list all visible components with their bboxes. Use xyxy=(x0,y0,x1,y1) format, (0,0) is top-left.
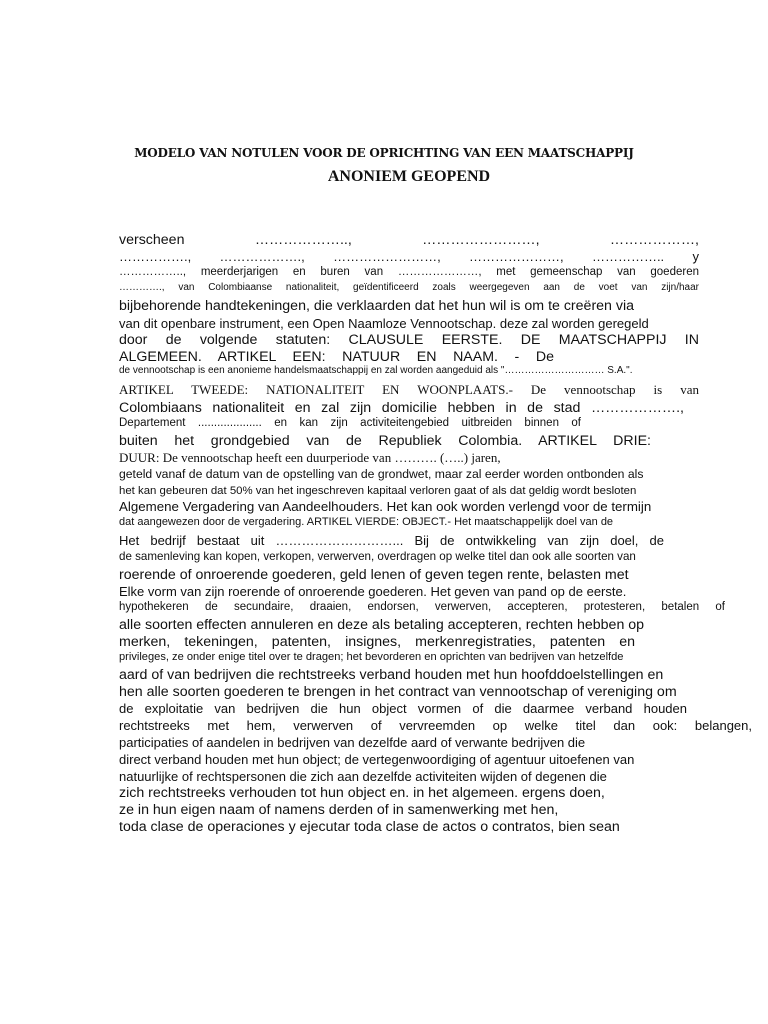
body-line: de exploitatie van bedrijven die hun object vormen of die daarmee verband houden xyxy=(119,701,687,716)
body-line: participaties of aandelen in bedrijven van dezelfde aard of verwante bedrijven die xyxy=(119,735,586,750)
body-line: geteld vanaf de datum van de opstelling van de grondwet, maar zal eerder worden ontbonden als xyxy=(119,467,644,481)
body-line: DUUR: De vennootschap heeft een duurperiode van ………. (…..) jaren, xyxy=(119,450,501,465)
body-line: privileges, ze onder enige titel over te dragen; het bevorderen en oprichten van bedrijven van hetzelfde xyxy=(119,651,624,663)
body-line: rechtstreeks met hem, verwerven of vervreemden op welke titel dan ook: belangen, xyxy=(119,718,752,733)
body-line: ze in hun eigen naam of namens derden of in samenwerking met hen, xyxy=(119,802,559,818)
body-line: dat aangewezen door de vergadering. ARTIKEL VIERDE: OBJECT.- Het maatschappelijk doel van de xyxy=(119,516,614,528)
body-line: toda clase de operaciones y ejecutar toda clase de actos o contratos, bien sean xyxy=(119,819,620,835)
body-line: ……………., ………………., ……………………, …………………, …………….. y xyxy=(119,249,699,264)
body-line: ARTIKEL TWEEDE: NATIONALITEIT EN WOONPLAATS.- De vennootschap is van xyxy=(119,382,699,397)
body-line: door de volgende statuten: CLAUSULE EERSTE. DE MAATSCHAPPIJ IN xyxy=(119,332,699,348)
document-title: MODELO VAN NOTULEN VOOR DE OPRICHTING VAN EEN MAATSCHAPPIJ xyxy=(134,146,634,160)
body-line: buiten het grondgebied van de Republiek Colombia. ARTIKEL DRIE: xyxy=(119,433,651,449)
body-line: zich rechtstreeks verhouden tot hun object en. in het algemeen. ergens doen, xyxy=(119,785,605,801)
body-line: hypothekeren de secundaire, draaien, endorsen, verwerven, accepteren, protesteren, betalen of xyxy=(119,601,725,613)
body-line: bijbehorende handtekeningen, die verklaarden dat het hun wil is om te creëren via xyxy=(119,298,635,314)
document-subtitle: ANONIEM GEOPEND xyxy=(327,168,491,185)
body-line: Het bedrijf bestaat uit ………………………... Bij de ontwikkeling van zijn doel, de xyxy=(119,533,664,548)
body-line: …………., van Colombiaanse nationaliteit, geïdentificeerd zoals weergegeven aan de voet van zijn/haar xyxy=(119,282,699,293)
body-line: Departement .................... en kan zijn activiteitengebied uitbreiden binnen of xyxy=(119,417,581,429)
body-line: de samenleving kan kopen, verkopen, verwerven, overdragen op welke titel dan ook alle soorten van xyxy=(119,550,636,563)
body-line: direct verband houden met hun object; de vertegenwoordiging of agentuur uitoefenen van xyxy=(119,752,635,767)
body-line: Algemene Vergadering van Aandeelhouders. Het kan ook worden verlengd voor de termijn xyxy=(119,499,652,514)
body-line: alle soorten effecten annuleren en deze als betaling accepteren, rechten hebben op xyxy=(119,617,645,633)
body-line: roerende of onroerende goederen, geld lenen of geven tegen rente, belasten met xyxy=(119,567,629,583)
body-line: de vennootschap is een anonieme handelsmaatschappij en zal worden aangeduid als "………………………… S.A.". xyxy=(119,365,633,376)
body-line: …………….., meerderjarigen en buren van …………………, met gemeenschap van goederen xyxy=(119,266,699,278)
body-line: Colombiaans nationaliteit en zal zijn domicilie hebben in de stad ………………., xyxy=(119,400,684,416)
body-line: verscheen ……………….., ……………………, ………………, xyxy=(119,232,699,248)
body-line: ALGEMEEN. ARTIKEL EEN: NATUUR EN NAAM. - De xyxy=(119,349,554,365)
body-line: aard of van bedrijven die rechtstreeks verband houden met hun hoofddoelstellingen en xyxy=(119,667,664,683)
body-line: van dit openbare instrument, een Open Naamloze Vennootschap. deze zal worden geregeld xyxy=(119,316,649,331)
body-line: merken, tekeningen, patenten, insignes, merkenregistraties, patenten en xyxy=(119,634,635,650)
body-line: het kan gebeuren dat 50% van het ingeschreven kapitaal verloren gaat of als dat geldig wordt besloten xyxy=(119,485,637,497)
body-line: hen alle soorten goederen te brengen in het contract van vennootschap of vereniging om xyxy=(119,684,677,700)
body-line: natuurlijke of rechtspersonen die zich aan dezelfde activiteiten wijden of degenen die xyxy=(119,769,607,784)
body-line: Elke vorm van zijn roerende of onroerende goederen. Het geven van pand op de eerste. xyxy=(119,584,627,599)
